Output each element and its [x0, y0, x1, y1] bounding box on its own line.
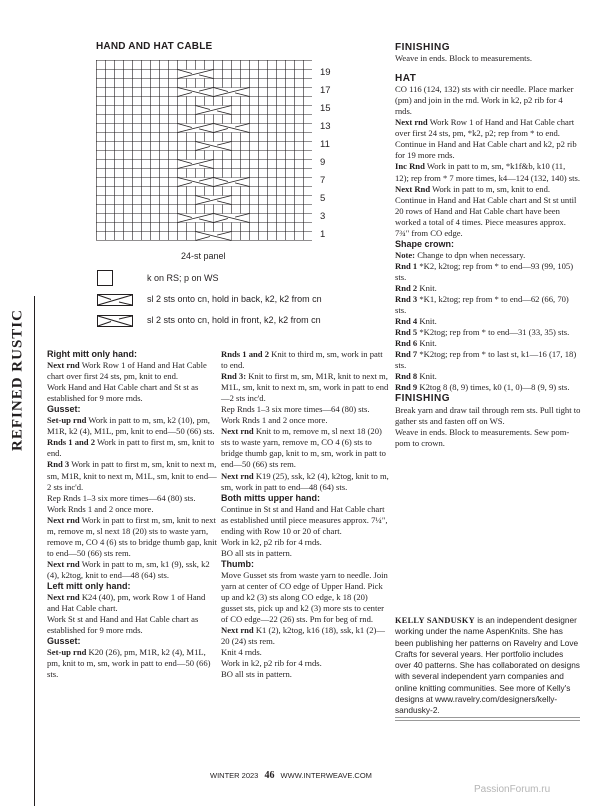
section-heading: Shape crown: — [395, 238, 455, 249]
instruction-label: Rnd 4 — [395, 316, 418, 327]
designer-name: KELLY SANDUSKY — [395, 616, 475, 625]
instruction-text: Work in patt to m, sm, knit to end. — [430, 183, 551, 194]
instruction-paragraph — [395, 161, 581, 183]
chart-row-number: 19 — [320, 67, 331, 78]
instruction-paragraph — [395, 53, 581, 64]
instruction-text: Knit 4 rnds. — [221, 647, 262, 658]
instruction-text: Work in patt to m, sm, k2 (10), pm, M1R, k2 (4), M1L, pm, knit to end—50 (66) sts. — [47, 415, 215, 437]
left-cross-cable-icon — [97, 315, 133, 327]
section-heading: Gusset: — [47, 636, 81, 647]
instruction-text: CO 116 (124, 132) sts with cir needle. Place marker (pm) and join in the rnd. Work in k2, p2 rib for 4 rnds. — [395, 84, 574, 117]
chart-row-number: 3 — [320, 211, 326, 222]
instruction-text: *K1, k2tog; rep from * to end—62 (66, 70) sts. — [395, 294, 569, 316]
instruction-label: Set-up rnd — [47, 647, 87, 658]
instruction-text: Work Rnds 1 and 2 once more. — [47, 503, 154, 514]
right-cross-cable-icon — [97, 294, 133, 306]
chart-row-number: 7 — [320, 175, 326, 186]
footer-issue: WINTER 2023 — [210, 771, 259, 780]
instruction-paragraph — [47, 459, 217, 492]
legend-left-cross-text: sl 2 sts onto cn, hold in front, k2, k2 from cn — [147, 315, 321, 325]
instruction-paragraph — [221, 548, 389, 559]
instruction-label: Next rnd — [395, 117, 428, 128]
instruction-paragraph — [221, 471, 389, 493]
instruction-text: *K2tog; rep from * to last st, k1—16 (17, 18) sts. — [395, 349, 577, 371]
designer-bio — [395, 615, 581, 717]
chart-row-number: 9 — [320, 157, 326, 168]
instruction-text: Knit to first m, sm, M1R, knit to next m, M1L, sm, knit to next m, sm, work in patt to end—2 sts inc'd. — [221, 371, 389, 404]
instruction-paragraph — [221, 570, 389, 625]
divider — [395, 717, 580, 718]
instruction-paragraph — [47, 592, 217, 614]
instruction-paragraph — [395, 84, 581, 117]
instruction-paragraph — [395, 327, 581, 338]
instruction-text: K20 (26), pm, M1R, k2 (4), M1L, pm, knit to m, sm, work in patt to end—50 (66) sts. — [47, 647, 211, 680]
instruction-label: Next rnd — [221, 625, 254, 636]
instruction-text: Knit. — [417, 316, 437, 327]
instruction-paragraph — [395, 184, 581, 195]
instruction-text: Weave in ends. Block to measurements. Sew pom-pom to crown. — [395, 426, 570, 448]
section-heading: Gusset: — [47, 404, 81, 415]
instruction-paragraph — [221, 426, 389, 470]
chart-row-number: 1 — [320, 229, 326, 240]
instruction-label: Next rnd — [47, 360, 80, 371]
instruction-text: Work in patt to m, sm, *k1f&b, k10 (11, 12); rep from * 7 more times, k4—124 (132, 140) sts. — [395, 161, 580, 183]
instruction-label: Next rnd — [221, 470, 254, 481]
instruction-label: Rnd 5 — [395, 327, 418, 338]
instruction-paragraph — [47, 437, 217, 459]
instruction-paragraph — [395, 405, 581, 427]
instruction-text: Continue in Hand and Hat Cable chart and k2, p2 rib for 19 more rnds. — [395, 139, 577, 161]
instruction-paragraph — [395, 261, 581, 283]
instruction-paragraph — [47, 360, 217, 382]
spacer — [395, 64, 581, 73]
instructions-column-2 — [221, 349, 389, 680]
instruction-paragraph — [395, 427, 581, 449]
instruction-text: *K2, k2tog; rep from * to end—93 (99, 105) sts. — [395, 260, 574, 282]
section-heading: HAT — [395, 73, 417, 85]
chart-row-number: 15 — [320, 103, 331, 114]
instruction-text: Knit. — [417, 371, 437, 382]
chart-row-number: 17 — [320, 85, 331, 96]
page-footer — [210, 770, 372, 781]
instruction-label: Set-up rnd — [47, 415, 87, 426]
instruction-paragraph — [47, 515, 217, 559]
instruction-paragraph — [395, 371, 581, 382]
instruction-label: Rnd 8 — [395, 371, 418, 382]
instruction-label: Next rnd — [221, 426, 254, 437]
instruction-text: Work in patt to first m, sm, knit to next m, sm, M1R, knit to next m, M1L, sm, knit to end—2 sts inc'd. — [47, 459, 217, 492]
instruction-text: Work in patt to first m, sm, knit to next m, remove m, sl next 18 (20) sts to waste yarn, remove m, CO 4 (6) sts to bridge thumb gap, knit to end—50 (66) sts rem. — [47, 514, 217, 558]
instruction-label: Rnd 7 — [395, 349, 418, 360]
instruction-label: Rnd 1 — [395, 260, 418, 271]
instruction-text: BO all sts in pattern. — [221, 547, 292, 558]
instruction-text: Work Rnds 1 and 2 once more. — [221, 415, 328, 426]
instruction-label: Inc Rnd — [395, 161, 425, 172]
instruction-text: Rep Rnds 1–3 six more times—64 (80) sts. — [47, 492, 196, 503]
instruction-paragraph — [395, 250, 581, 261]
instruction-text: Continue in Hand and Hat Cable chart and St st until 20 rows of Hand and Hat Cable chart have been worked a total of 4 times. Piece measures approx. 7¾" from CO edge. — [395, 194, 577, 238]
instruction-paragraph — [47, 504, 217, 515]
instruction-paragraph — [221, 537, 389, 548]
instruction-paragraph — [395, 349, 581, 371]
instruction-text: Knit to m, remove m, sl next 18 (20) sts to waste yarn, remove m, CO 4 (6) sts to bridge thumb gap, knit to m, sm, work in patt to end—50 (66) sts rem. — [221, 426, 386, 470]
instructions-column-3 — [395, 42, 581, 449]
instruction-text: BO all sts in pattern. — [221, 669, 292, 680]
instruction-paragraph — [395, 117, 581, 139]
instruction-label: Rnd 6 — [395, 338, 418, 349]
instruction-text: Knit. — [417, 282, 437, 293]
legend-right-cross-text: sl 2 sts onto cn, hold in back, k2, k2 from cn — [147, 294, 322, 304]
instruction-label: Next rnd — [47, 558, 80, 569]
instruction-text: Work St st and Hand and Hat Cable chart as established for 9 more rnds. — [47, 614, 199, 636]
instruction-text: Work Hand and Hat Cable chart and St st as established for 9 more rnds. — [47, 382, 199, 404]
instruction-paragraph — [221, 349, 389, 371]
section-tab-label: REFINED RUSTIC — [9, 309, 26, 451]
instruction-text: Work Row 1 of Hand and Hat Cable chart over first 24 sts, pm, *k2, p2; rep from * to end. — [395, 117, 575, 139]
instruction-paragraph — [395, 338, 581, 349]
instruction-text: Work Row 1 of Hand and Hat Cable chart over first 24 sts, pm, knit to end. — [47, 360, 207, 382]
instruction-text: Knit. — [417, 338, 437, 349]
instruction-paragraph — [395, 195, 581, 239]
instruction-paragraph — [221, 371, 389, 404]
instruction-text: Move Gusset sts from waste yarn to needle. Join yarn at center of CO edge of Upper Hand. Pick up and k2 (3) sts along CO edge, k 18 (20) gusset sts, pick up and k2 (3) more sts to center of CO edge—22 (26) sts. Pm for beg of rnd. — [221, 569, 388, 625]
instruction-paragraph — [395, 316, 581, 327]
instruction-label: Next rnd — [47, 592, 80, 603]
chart-title: HAND AND HAT CABLE — [96, 41, 213, 52]
section-heading: FINISHING — [395, 42, 451, 53]
section-heading: Right mitt only hand: — [47, 349, 137, 359]
instructions-column-1 — [47, 349, 217, 680]
instruction-paragraph — [221, 404, 389, 415]
chart-row-number: 5 — [320, 193, 326, 204]
instruction-paragraph — [395, 283, 581, 294]
instruction-text: Break yarn and draw tail through rem sts. Pull tight to gather sts and fasten off on WS. — [395, 404, 581, 426]
instruction-text: K2tog 8 (8, 9) times, k0 (1, 0)—8 (9, 9) sts. — [417, 382, 570, 393]
instruction-text: Change to dpn when necessary. — [415, 249, 526, 260]
instruction-text: Work in patt to first m, sm, knit to end. — [47, 437, 215, 459]
instruction-label: Rnd 9 — [395, 382, 418, 393]
instruction-paragraph — [221, 669, 389, 680]
instruction-label: Next rnd — [47, 514, 80, 525]
instruction-text: Rep Rnds 1–3 six more times—64 (80) sts. — [221, 404, 370, 415]
instruction-text: Work in patt to m, sm, k1 (9), ssk, k2 (4), k2tog, knit to end—48 (64) sts. — [47, 558, 210, 580]
instruction-paragraph — [221, 415, 389, 426]
legend-knit-text: k on RS; p on WS — [147, 273, 219, 283]
instruction-label: Rnd 3 — [47, 459, 70, 470]
designer-bio-text: is an independent designer working under the name AspenKnits. She has been publishing her patterns on Ravelry and Love Crafts for several years. Her portfolio includes over 40 patterns. She has collaborated on designs with several independent yarn companies and online knitting communities. See more of Kelly's designs at www.ravelry.com/designers/kelly-sandusky-2. — [395, 615, 580, 716]
instruction-text: Continue in St st and Hand and Hat Cable chart as established until piece measures approx. 7¼", ending with Row 10 or 20 of chart. — [221, 503, 388, 536]
instruction-paragraph — [221, 647, 389, 658]
divider — [395, 720, 580, 721]
instruction-paragraph — [221, 658, 389, 669]
instruction-text: K19 (25), ssk, k2 (4), k2tog, knit to m, sm, work in patt to end—48 (64) sts. — [221, 470, 389, 492]
instruction-text: Work in k2, p2 rib for 4 rnds. — [221, 658, 322, 669]
instruction-text: Work in k2, p2 rib for 4 rnds. — [221, 536, 322, 547]
instruction-paragraph — [395, 382, 581, 393]
footer-website: WWW.INTERWEAVE.COM — [280, 771, 372, 780]
cable-chart-grid — [96, 60, 312, 241]
instruction-text: K1 (2), k2tog, k16 (18), ssk, k1 (2)—20 (24) sts rem. — [221, 625, 385, 647]
instruction-paragraph — [221, 504, 389, 537]
instruction-label: Rnds 1 and 2 — [221, 349, 270, 359]
instruction-label: Rnd 3 — [395, 294, 418, 305]
instruction-paragraph — [221, 625, 389, 647]
chart-row-number: 13 — [320, 121, 331, 132]
instruction-text: K24 (40), pm, work Row 1 of Hand and Hat Cable chart. — [47, 592, 206, 614]
instruction-paragraph — [395, 139, 581, 161]
page-number: 46 — [264, 770, 275, 781]
instruction-paragraph — [47, 415, 217, 437]
instruction-label: Rnd 2 — [395, 282, 418, 293]
watermark: PassionForum.ru — [474, 784, 551, 795]
section-heading: Thumb: — [221, 558, 254, 569]
knit-box-icon — [97, 270, 113, 286]
instruction-label: Rnd 3: — [221, 371, 247, 382]
instruction-label: Note: — [395, 249, 416, 260]
instruction-paragraph — [395, 294, 581, 316]
instruction-paragraph — [47, 493, 217, 504]
section-heading: Both mitts upper hand: — [221, 492, 320, 503]
instruction-text: *K2tog; rep from * to end—31 (33, 35) sts. — [417, 327, 570, 338]
instruction-text: Weave in ends. Block to measurements. — [395, 53, 533, 64]
panel-label: 24-st panel — [181, 251, 226, 261]
chart-row-number: 11 — [320, 139, 330, 150]
instruction-paragraph — [47, 647, 217, 680]
section-heading: Left mitt only hand: — [47, 580, 131, 591]
instruction-paragraph — [47, 382, 217, 404]
section-heading: FINISHING — [395, 393, 451, 405]
instruction-paragraph — [47, 559, 217, 581]
instruction-text: Knit to third m, sm, work in patt to end. — [221, 349, 383, 371]
instruction-label: Next Rnd — [395, 183, 431, 194]
instruction-label: Rnds 1 and 2 — [47, 437, 96, 448]
instruction-paragraph — [47, 614, 217, 636]
